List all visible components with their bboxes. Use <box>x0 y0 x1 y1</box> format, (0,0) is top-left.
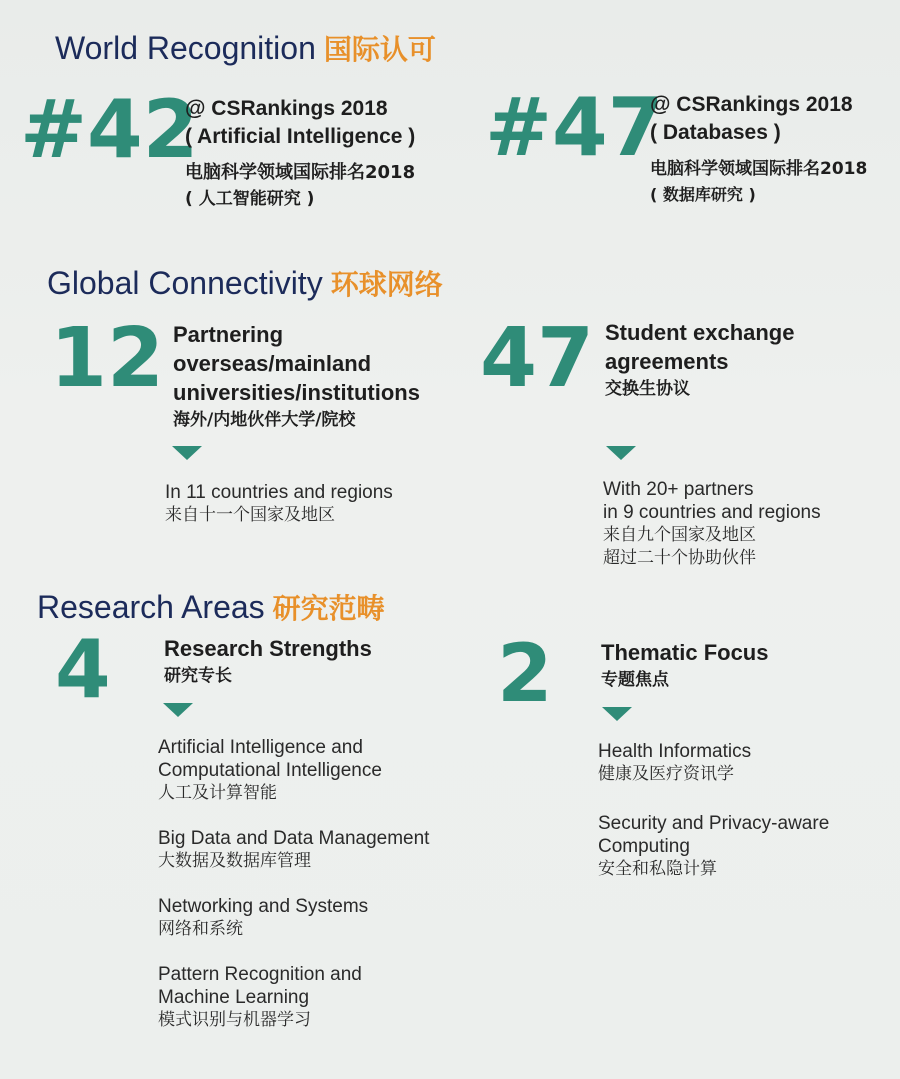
thematic-heading-en: Thematic Focus <box>601 640 769 665</box>
exchange-heading-l1: Student exchange <box>605 320 795 345</box>
research-title-en: Research Areas <box>37 589 265 625</box>
list-item-en1: Health Informatics <box>598 741 752 762</box>
exchange-detail-l1: With 20+ partners <box>603 479 754 500</box>
strengths-list <box>158 736 429 1054</box>
exchange-heading-l2: agreements <box>605 349 729 374</box>
list-item-zh: 健康及医疗资讯学 <box>598 764 734 784</box>
rank-db-source: @ CSRankings 2018 <box>650 93 853 116</box>
partners-heading-zh: 海外/内地伙伴大学/院校 <box>173 410 356 430</box>
list-item <box>158 827 429 873</box>
list-item-en1: Artificial Intelligence and <box>158 737 363 758</box>
list-item <box>158 736 429 805</box>
chevron-down-icon <box>602 707 632 721</box>
rank-db-number: #47 <box>485 81 664 174</box>
partners-detail-zh: 来自十一个国家及地区 <box>165 505 335 525</box>
strengths-heading <box>164 634 372 689</box>
exchange-heading-zh: 交换生协议 <box>605 379 690 399</box>
partners-heading-l1: Partnering <box>173 322 284 347</box>
rank-ai-number: #42 <box>20 83 199 176</box>
partners-detail-en: In 11 countries and regions <box>165 482 393 503</box>
list-item <box>598 740 829 786</box>
partners-heading-l2: overseas/mainland <box>173 351 372 376</box>
world-title-en: World Recognition <box>55 30 316 66</box>
list-item-en1: Pattern Recognition and <box>158 964 362 985</box>
list-item-zh: 安全和私隐计算 <box>598 859 717 879</box>
thematic-heading <box>601 638 768 693</box>
list-item-en1: Big Data and Data Management <box>158 828 430 849</box>
global-title-en: Global Connectivity <box>47 265 323 301</box>
list-item-zh: 模式识别与机器学习 <box>158 1010 311 1030</box>
rank-ai-source: @ CSRankings 2018 <box>185 97 388 120</box>
world-recognition-title <box>55 28 436 68</box>
chevron-down-icon <box>172 446 202 460</box>
partners-heading-l3: universities/institutions <box>173 380 420 405</box>
exchange-detail-zh2: 超过二十个协助伙伴 <box>603 548 756 568</box>
list-item-en2: Computing <box>598 836 690 857</box>
list-item-zh: 人工及计算智能 <box>158 783 277 803</box>
list-item <box>158 963 429 1032</box>
list-item-en2: Machine Learning <box>158 987 310 1008</box>
list-item-zh: 网络和系统 <box>158 919 243 939</box>
partners-number: 12 <box>50 311 165 406</box>
thematic-heading-zh: 专题焦点 <box>601 670 669 690</box>
list-item-zh: 大数据及数据库管理 <box>158 851 311 871</box>
thematic-list <box>598 740 829 903</box>
exchange-number: 47 <box>480 311 595 406</box>
rank-ai-zh2: ( 人工智能研究 ) <box>185 189 315 209</box>
rank-ai-details <box>185 95 415 211</box>
strengths-heading-en: Research Strengths <box>164 636 372 661</box>
chevron-down-icon <box>606 446 636 460</box>
rank-db-zh1: 电脑科学领域国际排名2018 <box>650 159 868 179</box>
partners-heading <box>173 320 420 433</box>
rank-db-field: ( Databases ) <box>650 121 781 144</box>
list-item-en2: Computational Intelligence <box>158 760 382 781</box>
thematic-number: 2 <box>497 627 553 720</box>
global-connectivity-title <box>47 263 443 303</box>
list-item-en1: Security and Privacy-aware <box>598 813 830 834</box>
chevron-down-icon <box>163 703 193 717</box>
strengths-number: 4 <box>55 623 111 716</box>
exchange-detail-zh1: 来自九个国家及地区 <box>603 525 756 545</box>
global-title-zh: 环球网络 <box>330 268 443 301</box>
research-areas-title <box>37 587 385 627</box>
exchange-detail <box>603 478 821 570</box>
list-item-en1: Networking and Systems <box>158 896 369 917</box>
list-item <box>158 895 429 941</box>
strengths-heading-zh: 研究专长 <box>164 666 232 686</box>
partners-detail <box>165 481 393 527</box>
exchange-detail-l2: in 9 countries and regions <box>603 502 821 523</box>
rank-db-details <box>650 91 867 207</box>
research-title-zh: 研究范畴 <box>272 592 385 625</box>
world-title-zh: 国际认可 <box>323 33 436 66</box>
exchange-heading <box>605 318 794 402</box>
rank-ai-field: ( Artificial Intelligence ) <box>185 125 416 148</box>
rank-db-zh2: ( 数据库研究 ) <box>650 185 756 204</box>
rank-ai-zh1: 电脑科学领域国际排名2018 <box>185 162 416 183</box>
list-item <box>598 812 829 881</box>
